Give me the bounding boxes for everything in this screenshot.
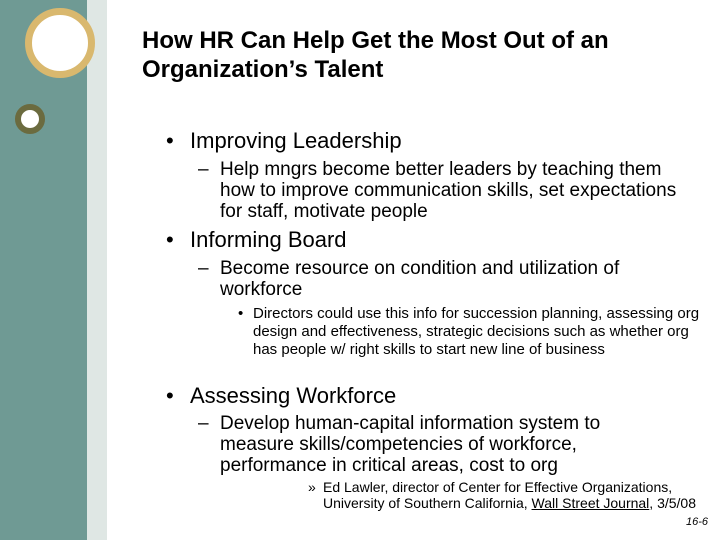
sub-bullet-text: Help mngrs become better leaders by teaching them how to improve communication skills, set expectations for staff, motivate people <box>220 159 677 222</box>
bullet-assessing-workforce <box>166 383 686 409</box>
bullet-marker: • <box>166 128 174 153</box>
bullet-marker: • <box>166 227 174 252</box>
citation-text <box>323 479 708 511</box>
sub-bullet-text: Develop human-capital information system to measure skills/competencies of workforce, performance in critical areas, cost to org <box>220 413 601 476</box>
raquo-marker: » <box>308 479 316 495</box>
dash-marker: – <box>198 258 209 279</box>
sub-sub-bullet-directors <box>238 305 708 359</box>
slide-title-line1: How HR Can Help Get the Most Out of an <box>142 27 609 54</box>
slide-title <box>142 26 702 84</box>
citation-suffix: , 3/5/08 <box>649 495 696 511</box>
sub-bullet-workforce-detail <box>198 413 678 476</box>
sidebar-band <box>0 0 87 540</box>
bullet-marker: • <box>166 383 174 408</box>
bullet-text: Informing Board <box>190 227 347 252</box>
sub-bullet-text: Become resource on condition and utilization of workforce <box>220 258 620 300</box>
bullet-text: Assessing Workforce <box>190 383 397 408</box>
bullet-text: Improving Leadership <box>190 128 402 153</box>
dash-marker: – <box>198 159 209 180</box>
sub-bullet-board-detail <box>198 258 698 300</box>
citation-publication: Wall Street Journal <box>531 495 650 511</box>
bullet-marker: • <box>238 305 244 322</box>
page-number: 16-6 <box>685 516 708 528</box>
decorative-ring-small <box>15 104 45 134</box>
decorative-ring-large <box>25 8 95 78</box>
bullet-improving-leadership <box>166 128 686 154</box>
sub-sub-bullet-text: Directors could use this info for succession planning, assessing org design and effectiveness, strategic decisions such as whether org has people w/ right skills to start new line of business <box>253 305 700 358</box>
slide-title-line2: Organization’s Talent <box>142 56 384 83</box>
source-citation <box>308 479 708 511</box>
dash-marker: – <box>198 413 209 434</box>
sub-bullet-leadership-detail <box>198 159 688 222</box>
bullet-informing-board <box>166 227 686 253</box>
sidebar-strip <box>87 0 107 540</box>
citation-prefix: Ed Lawler, director of Center for Effective Organizations, University of Southern California, <box>323 479 673 511</box>
